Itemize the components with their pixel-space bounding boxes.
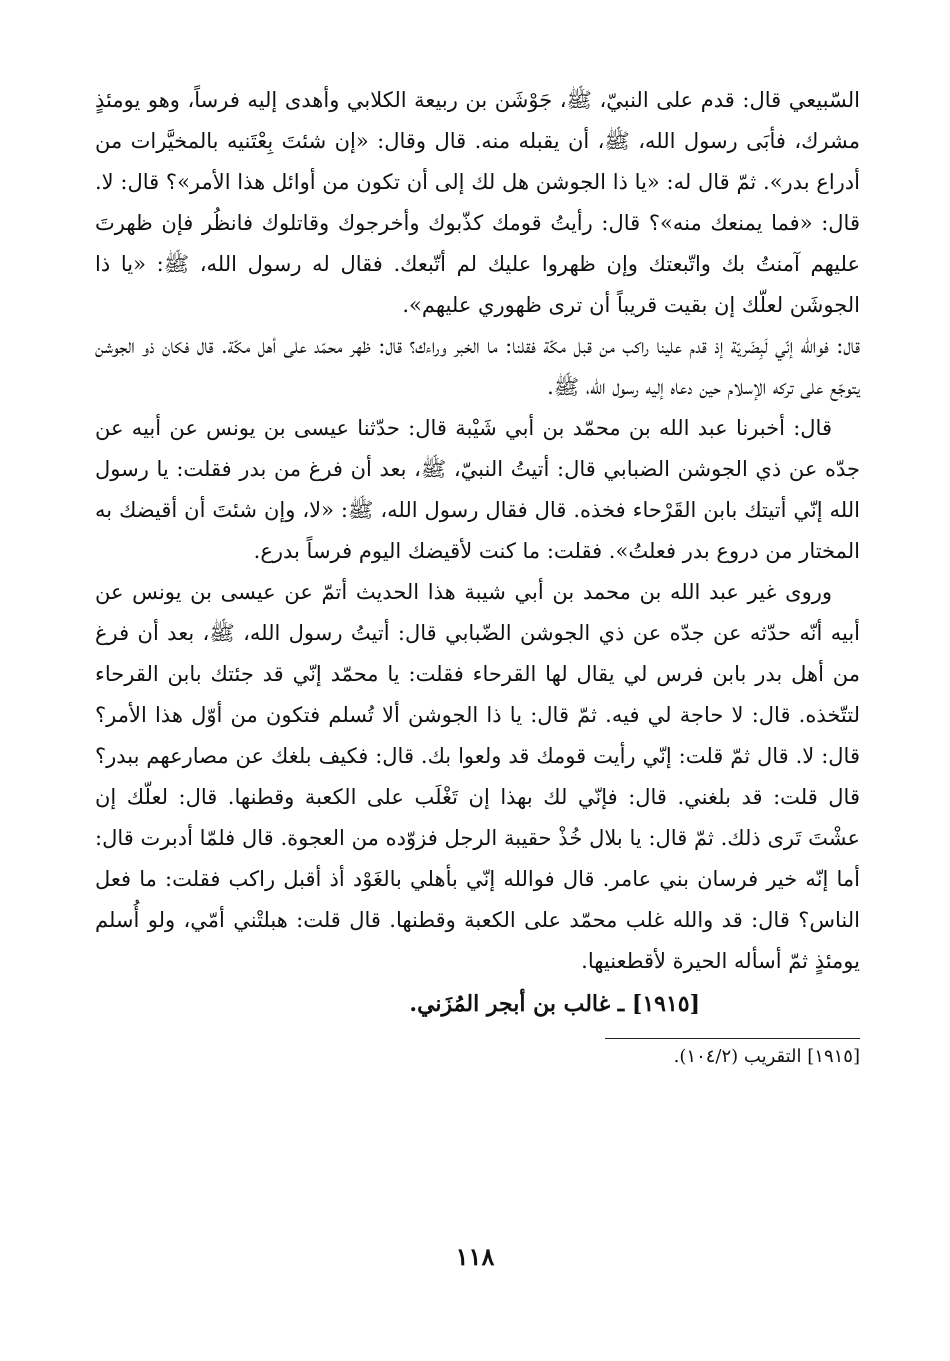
body-paragraph: السّبيعي قال: قدم على النبيّ، ﷺ، جَوْشَن بن ربيعة الكلابي وأهدى إليه فرساً، وهو يومئذٍ مشرك، فأبَى رسول الله، ﷺ، أن يقبله منه. قال وقال: «إن شئتَ بِعْتَنيه بالمخيَّرات من أدراع بدر». ثمّ قال له: «يا ذا الجوشن هل لك إلى أن تكون من أوائل هذا الأمر»؟ قال: لا. قال: «فما يمنعك منه»؟ قال: رأيتُ قومك كذّبوك وأخرجوك وقاتلوك فانظُر فإن ظهرتَ عليهم آمنتُ بك واتّبعتك وإن ظهروا عليك لم أتّبعك. فقال له رسول الله، ﷺ: «يا ذا الجوشَن لعلّك إن بقيت قريباً أن ترى ظهوري عليهم». <box>95 88 860 317</box>
body-paragraph: قال: فوالله إنّي لَبِضَريّة إذ قدم علينا راكب من قبل مكّة فقلنا: ما الخبر وراءك؟ قال: ظهر محمّد على أهل مكّة. قال فكان ذو الجوشن يتوجّع على تركه الإسلام حين دعاه إليه رسول الله، ﷺ. <box>95 334 860 399</box>
body-paragraph: قال: أخبرنا عبد الله بن محمّد بن أبي شَيْبة قال: حدّثنا عيسى بن يونس عن أبيه عن جدّه عن ذي الجوشن الضبابي قال: أتيتُ النبيّ، ﷺ، بعد أن فرغ من بدر فقلت: يا رسول الله إنّي أتيتك بابن القَرْحاء فخذه. قال فقال رسول الله، ﷺ: «لا، وإن شئتَ أن أقيضك به المختار من دروع بدر فعلتُ». فقلت: ما كنت لأقيضك اليوم فرساً بدرع. <box>95 416 860 563</box>
body-paragraph: وروى غير عبد الله بن محمد بن أبي شيبة هذا الحديث أتمّ عن عيسى بن يونس عن أبيه أنّه حدّثه عن جدّه عن ذي الجوشن الضّبابي قال: أتيتُ رسول الله، ﷺ، بعد أن فرغ من أهل بدر بابن فرس لي يقال لها القرحاء فقلت: يا محمّد إنّي قد جئتك بابن القرحاء لتتّخذه. قال: لا حاجة لي فيه. ثمّ قال: يا ذا الجوشن ألا تُسلم فتكون من أوّل هذا الأمر؟ قال: لا. قال ثمّ قلت: إنّي رأيت قومك قد ولعوا بك. قال: فكيف بلغك عن مصارعهم ببدر؟ قال قلت: قد بلغني. قال: فإنّي لك بهذا إن تَغْلَب على الكعبة وقطنها. قال: لعلّك إن عشْتَ تَرى ذلك. ثمّ قال: يا بلال خُذْ حقيبة الرجل فزوّده من العجوة. قال فلمّا أدبرت قال: أما إنّه خير فرسان بني عامر. قال فوالله إنّي بأهلي بالغَوْد أذ أقبل راكب فقلت: ما فعل الناس؟ قال: قد والله غلب محمّد على الكعبة وقطنها. قال قلت: هبلتْني أمّي، ولو أُسلم يومئذٍ ثمّ أسأله الحيرة لأقطعنيها. <box>95 580 860 973</box>
footnote-divider <box>605 1038 860 1039</box>
page-number: ١١٨ <box>455 1242 495 1271</box>
footnote: [١٩١٥] التقريب (١٠٤/٢). <box>673 1046 860 1067</box>
book-page <box>95 80 860 1310</box>
biography-entry-heading: [١٩١٥] ـ غالب بن أبجر المُزَني. <box>409 991 700 1017</box>
